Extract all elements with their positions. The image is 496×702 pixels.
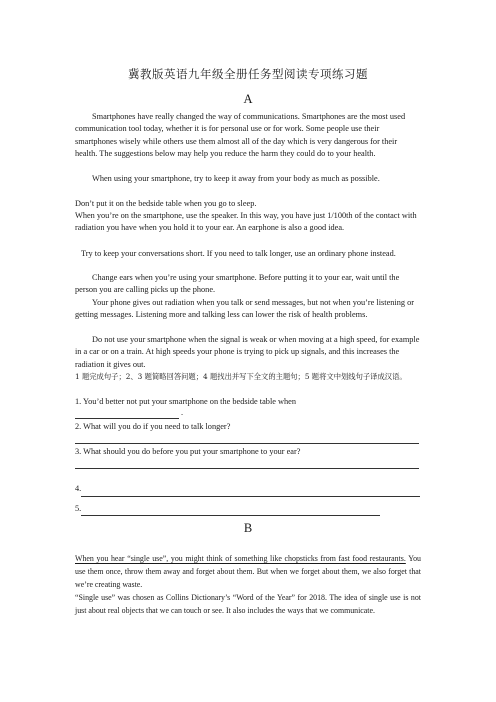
section-b-paragraph-1-rest: You use them once, throw them away and forget about them. But when we forget about them, we also forget that we’re creating waste. (75, 554, 421, 589)
underlined-sentence: When you hear “single use”, you might think of something like chopsticks from fast food restaurants. (75, 554, 406, 563)
section-a-heading: A (243, 92, 253, 106)
document-title: 冀教版英语九年级全册任务型阅读专项练习题 (128, 67, 368, 81)
section-a-paragraph-2: When using your smartphone, try to keep it away from your body as much as possible. (92, 174, 380, 183)
section-a-paragraph-1: Smartphones have really changed the way of communications. Smartphones are the most used communication tool today, whether it is for personal use or for work. Some people use their smartphones wisely while others use them almost all of the day which is very dangerous for their health. The suggestions below may help you reduce the harm they could do to your health. (75, 112, 406, 159)
answer-line-2 (75, 443, 419, 444)
section-b-paragraph-2: “Single use” was chosen as Collins Dictionary’s “Word of the Year” for 2018. The idea of single use is not just about real objects that we can touch or see. It also includes the ways that we communicate. (75, 593, 421, 615)
question-3: 3. What should you do before you put your smartphone to your ear? (75, 447, 301, 456)
task-instructions: 1 题完成句子；2、3 题简略回答问题；4 题找出并写下全文的主题句；5 题将文中划线句子译成汉语。 (75, 372, 407, 381)
section-a-paragraph-7: Your phone gives out radiation when you talk or send messages, but not when you’re listening or getting messages. Listening more and talking less can lower the risk of health problems. (75, 298, 414, 320)
answer-line-5 (81, 515, 380, 516)
question-2: 2. What will you do if you need to talk longer? (75, 422, 231, 431)
answer-line-4 (81, 496, 420, 497)
section-a-paragraph-6: Change ears when you’re using your smartphone. Before putting it to your ear, wait until the person you are calling picks up the phone. (75, 273, 400, 295)
section-b-paragraph-1 (75, 552, 421, 591)
section-a-paragraph-4: When you’re on the smartphone, use the speaker. In this way, you have just 1/100th of the contact with radiation you have when you hold it to your ear. An earphone is also a good idea. (75, 211, 417, 233)
answer-line-1 (75, 418, 179, 419)
answer-line-3 (75, 468, 419, 469)
question-1-period: . (181, 408, 184, 417)
section-b-heading: B (243, 521, 253, 535)
question-5: 5. (75, 504, 82, 513)
section-a-paragraph-8: Do not use your smartphone when the signal is weak or when moving at a high speed, for example in a car or on a train. At high speeds your phone is trying to pick up signals, and this increases the radiation it gives out. (75, 335, 420, 369)
question-1: 1. You’d better not put your smartphone on the bedside table when (75, 397, 296, 406)
section-a-paragraph-5: Try to keep your conversations short. If you need to talk longer, use an ordinary phone instead. (81, 249, 396, 258)
question-4: 4. (75, 484, 82, 493)
section-a-paragraph-3: Don’t put it on the bedside table when you go to sleep. (75, 199, 257, 208)
